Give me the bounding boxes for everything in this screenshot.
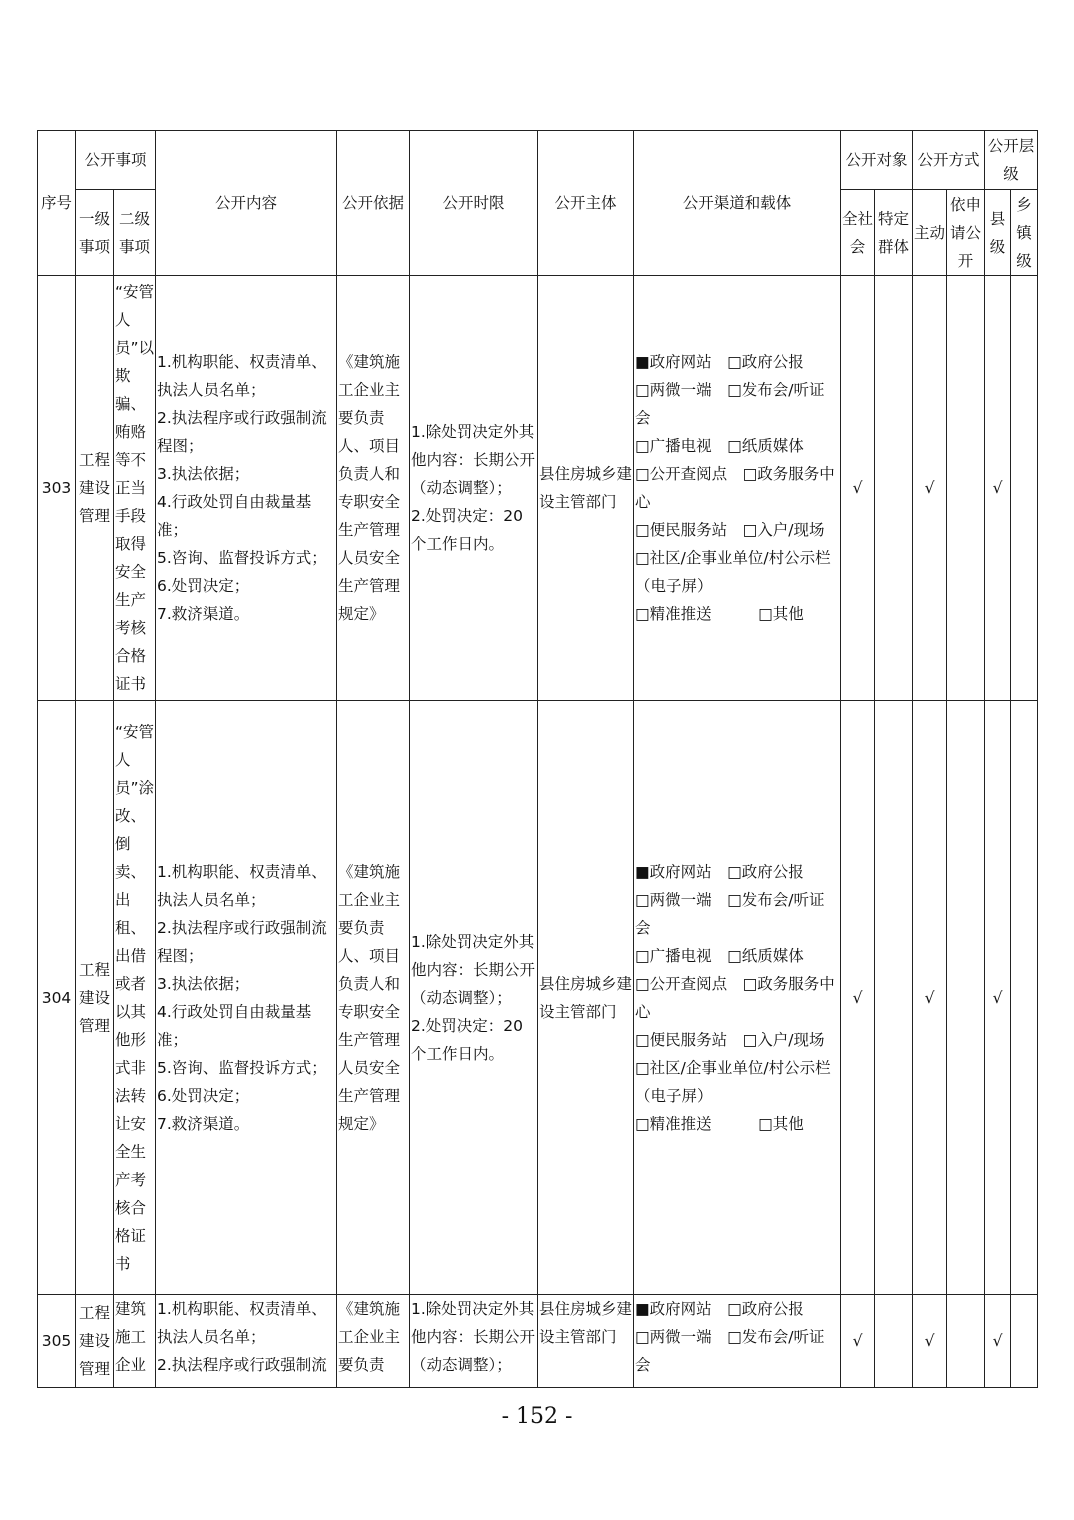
table-row: [38, 276, 1038, 701]
header-mode-active: 主动: [913, 190, 947, 276]
time-limit-line: 2.处罚决定：20个工作日内。: [411, 507, 524, 553]
table-row: [38, 701, 1038, 1295]
content-line: 1.机构职能、权责清单、执法人员名单；: [157, 353, 327, 399]
row-target-all: √: [841, 276, 875, 701]
row-mode-active: √: [913, 276, 947, 701]
header-time-limit: 公开时限: [410, 131, 538, 276]
time-limit-line: 1.除处罚决定外其他内容：长期公开（动态调整）；: [411, 423, 536, 497]
header-level-county: 县级: [985, 190, 1011, 276]
channel-line: □广播电视 □纸质媒体: [635, 437, 804, 455]
channel-line: □两微一端 □发布会/听证会: [635, 1328, 825, 1374]
content-line: 4.行政处罚自由裁量基准；: [157, 1002, 312, 1049]
page-number: - 152 -: [501, 1404, 573, 1429]
header-content: 公开内容: [156, 131, 337, 276]
content-line: 2.执法程序或行政强制流: [157, 1356, 327, 1374]
time-limit-line: 1.除处罚决定外其他内容：长期公开（动态调整）；: [411, 932, 536, 1007]
channel-line: □便民服务站 □入户/现场: [635, 521, 825, 539]
channel-line: ■政府网站 □政府公报: [635, 1300, 804, 1318]
header-item-group: 公开事项: [76, 131, 156, 190]
content-line: 6.处罚决定；: [157, 1086, 250, 1105]
row-subject: 县住房城乡建设主管部门: [538, 276, 634, 701]
content-line: 3.执法依据；: [157, 465, 250, 483]
header-level-group: 公开层级: [985, 131, 1038, 190]
row-target-specific: [875, 701, 913, 1295]
row-basis: 《建筑施工企业主要负责人、项目负责人和专职安全生产管理人员安全生产管理规定》: [337, 276, 410, 701]
row-level2: 建筑施工企业: [114, 1295, 156, 1388]
header-basis: 公开依据: [337, 131, 410, 276]
row-mode-active: √: [913, 1295, 947, 1388]
row-basis: 《建筑施工企业主要负责人、项目负责人和专职安全生产管理人员安全生产管理规定》: [337, 701, 410, 1295]
header-level2: 二级事项: [114, 190, 156, 276]
row-target-all: √: [841, 701, 875, 1295]
row-level-county: √: [985, 701, 1011, 1295]
row-seq: 304: [38, 701, 76, 1295]
channel-line: □两微一端 □发布会/听证会: [635, 381, 825, 427]
disclosure-table: [37, 130, 1038, 1388]
content-line: 7.救济渠道。: [157, 1114, 250, 1133]
row-level-town: [1011, 1295, 1038, 1388]
channel-line: □精准推送 □其他: [635, 1114, 804, 1133]
channel-line: □公开查阅点 □政务服务中心: [635, 974, 835, 1021]
row-level2: “安管人员”以欺骗、贿赂等不正当手段取得安全生产考核合格证书: [114, 276, 156, 701]
header-seq: 序号: [38, 131, 76, 276]
time-limit-line: 2.处罚决定：20个工作日内。: [411, 1016, 524, 1063]
channel-line: □社区/企事业单位/村公示栏（电子屏）: [635, 1058, 831, 1105]
content-line: 2.执法程序或行政强制流程图；: [157, 409, 327, 455]
row-mode-request: [947, 276, 985, 701]
channel-line: ■政府网站 □政府公报: [635, 862, 804, 881]
header-mode-request: 依申请公开: [947, 190, 985, 276]
content-line: 5.咨询、监督投诉方式；: [157, 549, 327, 567]
row-channels: [634, 276, 841, 701]
content-line: 4.行政处罚自由裁量基准；: [157, 493, 312, 539]
row-seq: 303: [38, 276, 76, 701]
row-level2: “安管人员”涂改、倒卖、出租、出借或者以其他形式非法转让安全生产考核合格证书: [114, 701, 156, 1295]
time-limit-line: 1.除处罚决定外其他内容：长期公开（动态调整）；: [411, 1300, 536, 1374]
content-line: 2.执法程序或行政强制流程图；: [157, 918, 327, 965]
row-level1: 工程建设管理: [76, 276, 114, 701]
row-target-specific: [875, 1295, 913, 1388]
row-level-county: √: [985, 1295, 1011, 1388]
row-level1: 工程建设管理: [76, 1295, 114, 1388]
content-line: 6.处罚决定；: [157, 577, 250, 595]
row-content: [156, 276, 337, 701]
content-line: 1.机构职能、权责清单、执法人员名单；: [157, 862, 327, 909]
row-channels: [634, 1295, 841, 1388]
row-time-limit: [410, 1295, 538, 1388]
row-target-all: √: [841, 1295, 875, 1388]
row-mode-active: √: [913, 701, 947, 1295]
header-mode-group: 公开方式: [913, 131, 985, 190]
channel-line: □广播电视 □纸质媒体: [635, 946, 804, 965]
row-subject: 县住房城乡建设主管部门: [538, 701, 634, 1295]
channel-line: ■政府网站 □政府公报: [635, 353, 804, 371]
channel-line: □公开查阅点 □政务服务中心: [635, 465, 835, 511]
row-seq: 305: [38, 1295, 76, 1388]
header-channels: 公开渠道和载体: [634, 131, 841, 276]
row-basis: 《建筑施工企业主要负责: [337, 1295, 410, 1388]
row-content: [156, 701, 337, 1295]
channel-line: □精准推送 □其他: [635, 605, 804, 623]
channel-line: □便民服务站 □入户/现场: [635, 1030, 825, 1049]
content-line: 5.咨询、监督投诉方式；: [157, 1058, 327, 1077]
row-target-specific: [875, 276, 913, 701]
row-mode-request: [947, 1295, 985, 1388]
row-time-limit: [410, 276, 538, 701]
row-level-county: √: [985, 276, 1011, 701]
header-target-all: 全社会: [841, 190, 875, 276]
channel-line: □社区/企事业单位/村公示栏（电子屏）: [635, 549, 831, 595]
header-subject: 公开主体: [538, 131, 634, 276]
row-content: [156, 1295, 337, 1388]
row-time-limit: [410, 701, 538, 1295]
row-subject: 县住房城乡建设主管部门: [538, 1295, 634, 1388]
row-mode-request: [947, 701, 985, 1295]
row-level-town: [1011, 701, 1038, 1295]
row-channels: [634, 701, 841, 1295]
table-row: [38, 1295, 1038, 1388]
header-level-town: 乡镇级: [1011, 190, 1038, 276]
content-line: 7.救济渠道。: [157, 605, 250, 623]
row-level1: 工程建设管理: [76, 701, 114, 1295]
channel-line: □两微一端 □发布会/听证会: [635, 890, 825, 937]
content-line: 1.机构职能、权责清单、执法人员名单；: [157, 1300, 327, 1346]
content-line: 3.执法依据；: [157, 974, 250, 993]
header-target-group: 公开对象: [841, 131, 913, 190]
row-level-town: [1011, 276, 1038, 701]
header-level1: 一级事项: [76, 190, 114, 276]
header-target-specific: 特定群体: [875, 190, 913, 276]
